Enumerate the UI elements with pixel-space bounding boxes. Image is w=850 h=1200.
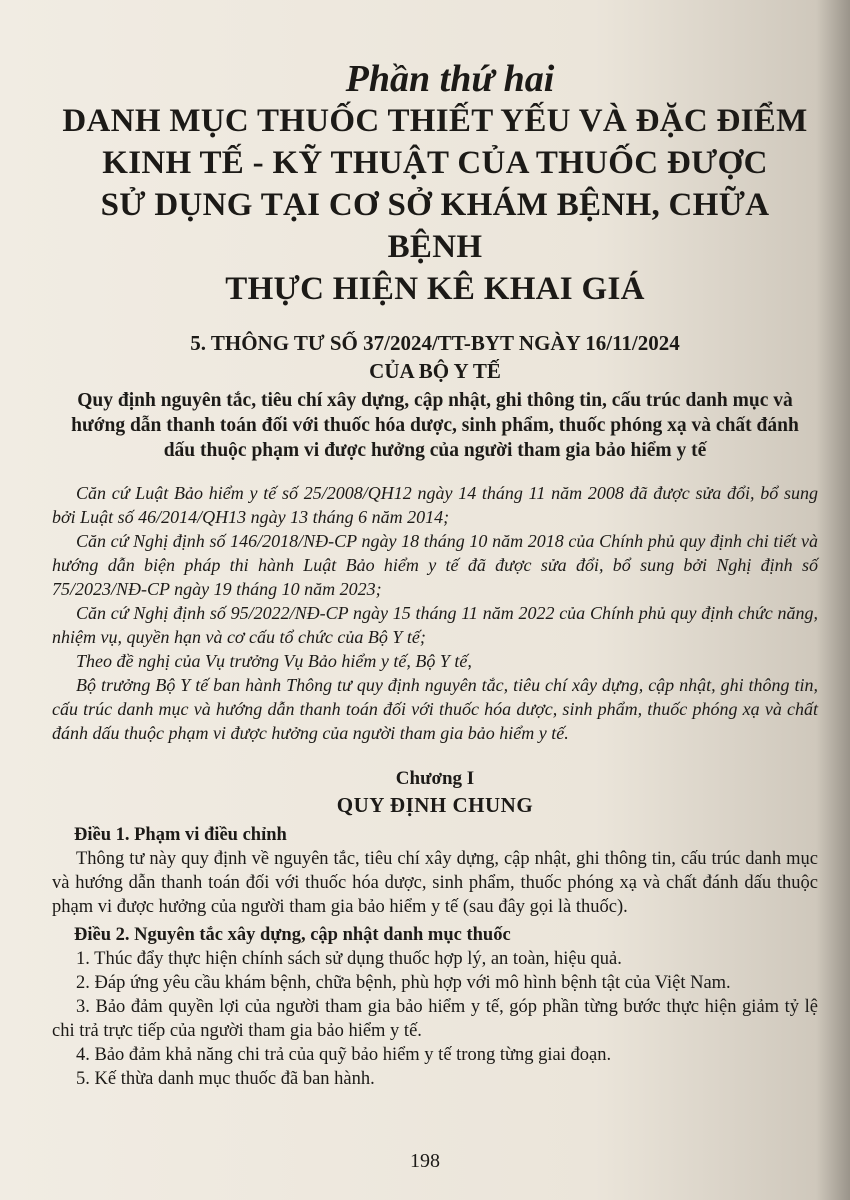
preamble-paragraph: Theo đề nghị của Vụ trưởng Vụ Bảo hiểm y tế, Bộ Y tế, [76, 651, 472, 671]
part-heading-line: DANH MỤC THUỐC THIẾT YẾU VÀ ĐẶC ĐIỂM [62, 103, 808, 139]
preamble-paragraph: Căn cứ Nghị định số 95/2022/NĐ-CP ngày 15 tháng 11 năm 2022 của Chính phủ quy định chức năng, nhiệm vụ, quyền hạn và cơ cấu tổ chức của Bộ Y tế; [52, 603, 818, 647]
circular-issuer: CỦA BỘ Y TẾ [369, 359, 501, 383]
preamble-paragraph: Bộ trưởng Bộ Y tế ban hành Thông tư quy định nguyên tắc, tiêu chí xây dựng, cập nhật, ghi thông tin, cấu trúc danh mục và hướng dẫn thanh toán đối với thuốc hóa dược, sinh phẩm, thuốc phóng xạ và chất đánh dấu thuộc phạm vi được hưởng của người tham gia bảo hiểm y tế. [52, 675, 818, 743]
preamble-paragraph: Căn cứ Luật Bảo hiểm y tế số 25/2008/QH12 ngày 14 tháng 11 năm 2008 đã được sửa đổi, bổ sung bởi Luật số 46/2014/QH13 ngày 13 tháng 6 năm 2014; [52, 483, 818, 527]
part-heading-line: SỬ DỤNG TẠI CƠ SỞ KHÁM BỆNH, CHỮA BỆNH [100, 187, 770, 265]
page-number: 198 [410, 1150, 440, 1172]
part-heading-line: THỰC HIỆN KÊ KHAI GIÁ [225, 271, 645, 307]
chapter-title: QUY ĐỊNH CHUNG [336, 793, 534, 817]
article-1-text: Thông tư này quy định về nguyên tắc, tiêu chí xây dựng, cập nhật, ghi thông tin, cấu trúc danh mục và hướng dẫn thanh toán đối với thuốc hóa dược, sinh phẩm, thuốc phóng xạ và chất đánh dấu thuộc phạm vi được hưởng của người tham gia bảo hiểm y tế (sau đây gọi là thuốc). [52, 849, 818, 917]
preamble-paragraph: Căn cứ Nghị định số 146/2018/NĐ-CP ngày 18 tháng 10 năm 2018 của Chính phủ quy định chi tiết và hướng dẫn biện pháp thi hành Luật Bảo hiểm y tế đã được sửa đổi, bổ sung bởi Nghị định số 75/2023/NĐ-CP ngày 19 tháng 10 năm 2023; [52, 531, 818, 599]
preamble [52, 481, 818, 745]
circular-title: 5. THÔNG TƯ SỐ 37/2024/TT-BYT NGÀY 16/11/2024 [190, 331, 680, 355]
article-1-heading: Điều 1. Phạm vi điều chỉnh [74, 825, 287, 845]
chapter-heading [52, 767, 818, 819]
article-2-item: 3. Bảo đảm quyền lợi của người tham gia bảo hiểm y tế, góp phần từng bước thực hiện giảm tỷ lệ chi trả trực tiếp của người tham gia bảo hiểm y tế. [52, 997, 818, 1041]
title-block [52, 58, 818, 463]
article-2-item: 4. Bảo đảm khả năng chi trả của quỹ bảo hiểm y tế trong từng giai đoạn. [76, 1045, 612, 1065]
article-2-item: 5. Kế thừa danh mục thuốc đã ban hành. [76, 1069, 375, 1089]
chapter-number: Chương I [395, 768, 475, 789]
part-title: Phần thứ hai [345, 58, 555, 100]
circular-description: Quy định nguyên tắc, tiêu chí xây dựng, cập nhật, ghi thông tin, cấu trúc danh mục và hướng dẫn thanh toán đối với thuốc hóa dược, sinh phẩm, thuốc phóng xạ và chất đánh dấu thuộc phạm vi được hưởng của người tham gia bảo hiểm y tế [71, 390, 799, 461]
part-heading-line: KINH TẾ - KỸ THUẬT CỦA THUỐC ĐƯỢC [102, 145, 768, 181]
article-2-item: 2. Đáp ứng yêu cầu khám bệnh, chữa bệnh, phù hợp với mô hình bệnh tật của Việt Nam. [76, 973, 731, 993]
article-2-heading: Điều 2. Nguyên tắc xây dựng, cập nhật danh mục thuốc [74, 925, 511, 945]
article-2-item: 1. Thúc đẩy thực hiện chính sách sử dụng thuốc hợp lý, an toàn, hiệu quả. [76, 949, 622, 969]
